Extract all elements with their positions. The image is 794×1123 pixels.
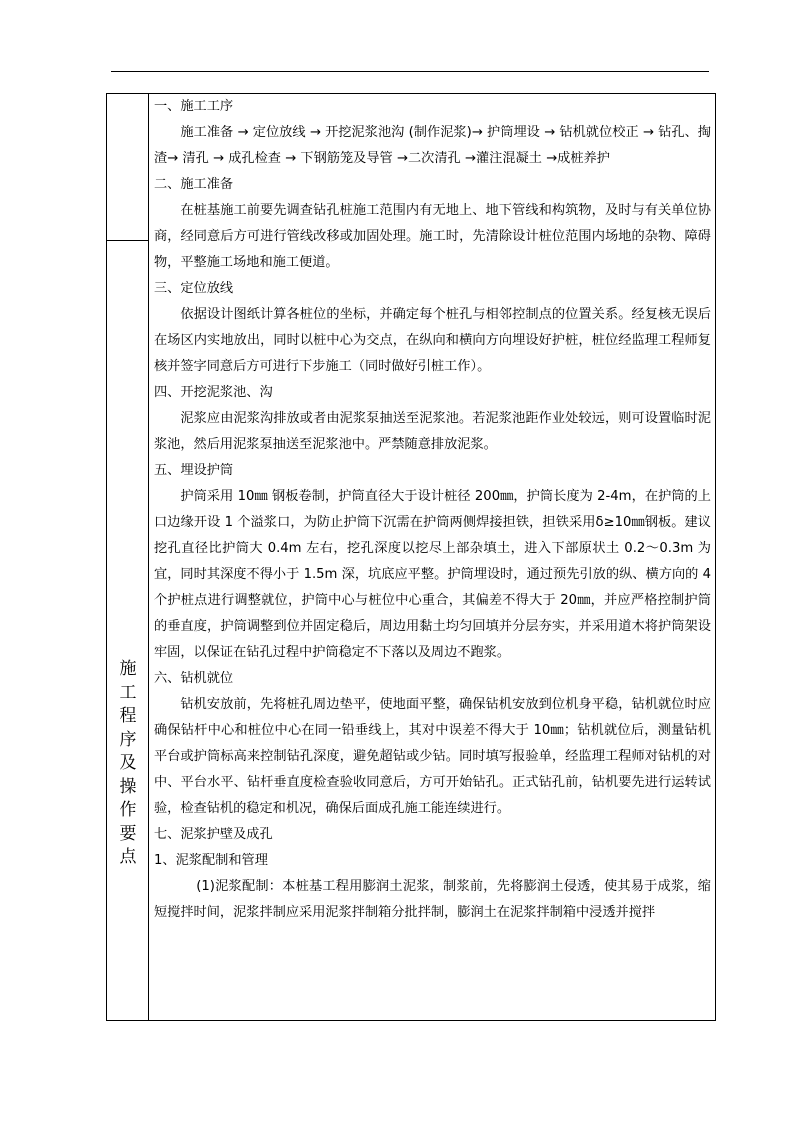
side-label-char: 点 <box>119 847 137 867</box>
section-paragraph: 依据设计图纸计算各桩位的坐标，并确定每个桩孔与相邻控制点的位置关系。经复核无误后在场区内实地放出，同时以桩中心为交点，在纵向和横向方向埋设好护桩，桩位经监理工程师复核并签字同意后方可进行下步施工（同时做好引桩工作）。 <box>154 307 711 374</box>
side-label <box>107 658 149 870</box>
side-label-char: 操 <box>119 776 137 797</box>
section-paragraph: 护筒采用 10㎜ 钢板卷制，护筒直径大于设计桩径 200㎜，护筒长度为 2-4m，在护筒的上口边缘开设 1 个溢浆口，为防止护筒下沉需在护筒两侧焊接担铁，担铁采用δ≥10㎜钢板。建议挖孔直径比护筒大 0.4m 左右，挖孔深度以挖尽上部杂填土，进入下部原状土 0.2～0.3m 为宜，同时其深度不得小于 1.5m 深，坑底应平整。护筒埋设时，通过预先引放的纵、横方向的 4 个护桩点进行调整就位，护筒中心与桩位中心重合，其偏差不得大于 20㎜，并应严格控制护筒的垂直度，护筒调整到位并固定稳后，周边用黏土均匀回填并分层夯实，并采用道木将护筒架设牢固，以保证在钻孔过程中护筒稳定不下落以及周边不跑浆。 <box>154 489 711 660</box>
section-heading: 二、施工准备 <box>154 177 234 192</box>
section-paragraph: 在桩基施工前要先调查钻孔桩施工范围内有无地上、地下管线和构筑物，及时与有关单位协商，经同意后方可进行管线改移或加固处理。施工时，先清除设计桩位范围内场地的杂物、障碍物，平整施工场地和施工便道。 <box>154 203 711 270</box>
side-label-char: 施 <box>119 659 137 679</box>
label-column <box>107 94 149 1020</box>
subsection-heading: 1、泥浆配制和管理 <box>154 853 268 868</box>
side-label-char: 程 <box>119 706 137 726</box>
side-label-char: 工 <box>119 682 137 703</box>
section-heading: 一、施工工序 <box>154 99 234 114</box>
section-paragraph: 钻机安放前，先将桩孔周边垫平，使地面平整，确保钻机安放到位机身平稳，钻机就位时应确保钻杆中心和桩位中心在同一铅垂线上，其对中误差不得大于 10㎜；钻机就位后，测量钻机平台或护筒标高来控制钻孔深度，避免超钻或少钻。同时填写报验单，经监理工程师对钻机的对中、平台水平、钻杆垂直度检查验收同意后，方可开始钻孔。正式钻孔前，钻机要先进行运转试验，检查钻机的稳定和机况，确保后面成孔施工能连续进行。 <box>154 697 711 816</box>
side-label-char: 要 <box>119 823 137 844</box>
side-label-char: 序 <box>119 729 137 750</box>
section-paragraph: 泥浆应由泥浆沟排放或者由泥浆泵抽送至泥浆池。若泥浆池距作业处较远，则可设置临时泥浆池，然后用泥浆泵抽送至泥浆池中。严禁随意排放泥浆。 <box>154 411 711 452</box>
side-label-char: 作 <box>119 800 137 820</box>
section-heading: 七、泥浆护壁及成孔 <box>154 827 273 842</box>
label-cell-divider <box>107 240 149 241</box>
header-rule <box>111 71 709 72</box>
section-heading: 三、定位放线 <box>154 281 234 296</box>
section-paragraph: 施工准备 → 定位放线 → 开挖泥浆池沟 (制作泥浆)→ 护筒埋设 → 钻机就位校正 → 钻孔、掏渣→ 清孔 → 成孔检查 → 下钢筋笼及导管 →二次清孔 →灌注混凝土 →成桩养护 <box>154 125 711 166</box>
procedure-content <box>150 94 715 926</box>
section-heading: 四、开挖泥浆池、沟 <box>154 385 273 400</box>
section-heading: 六、钻机就位 <box>154 671 234 686</box>
section-heading: 五、埋设护筒 <box>154 463 234 478</box>
procedure-table <box>106 93 716 1021</box>
section-paragraph: (1)泥浆配制：本桩基工程用膨润土泥浆，制浆前，先将膨润土侵透，使其易于成浆，缩短搅拌时间，泥浆拌制应采用泥浆拌制箱分批拌制，膨润土在泥浆拌制箱中浸透并搅拌 <box>154 879 711 920</box>
side-label-char: 及 <box>119 753 137 773</box>
